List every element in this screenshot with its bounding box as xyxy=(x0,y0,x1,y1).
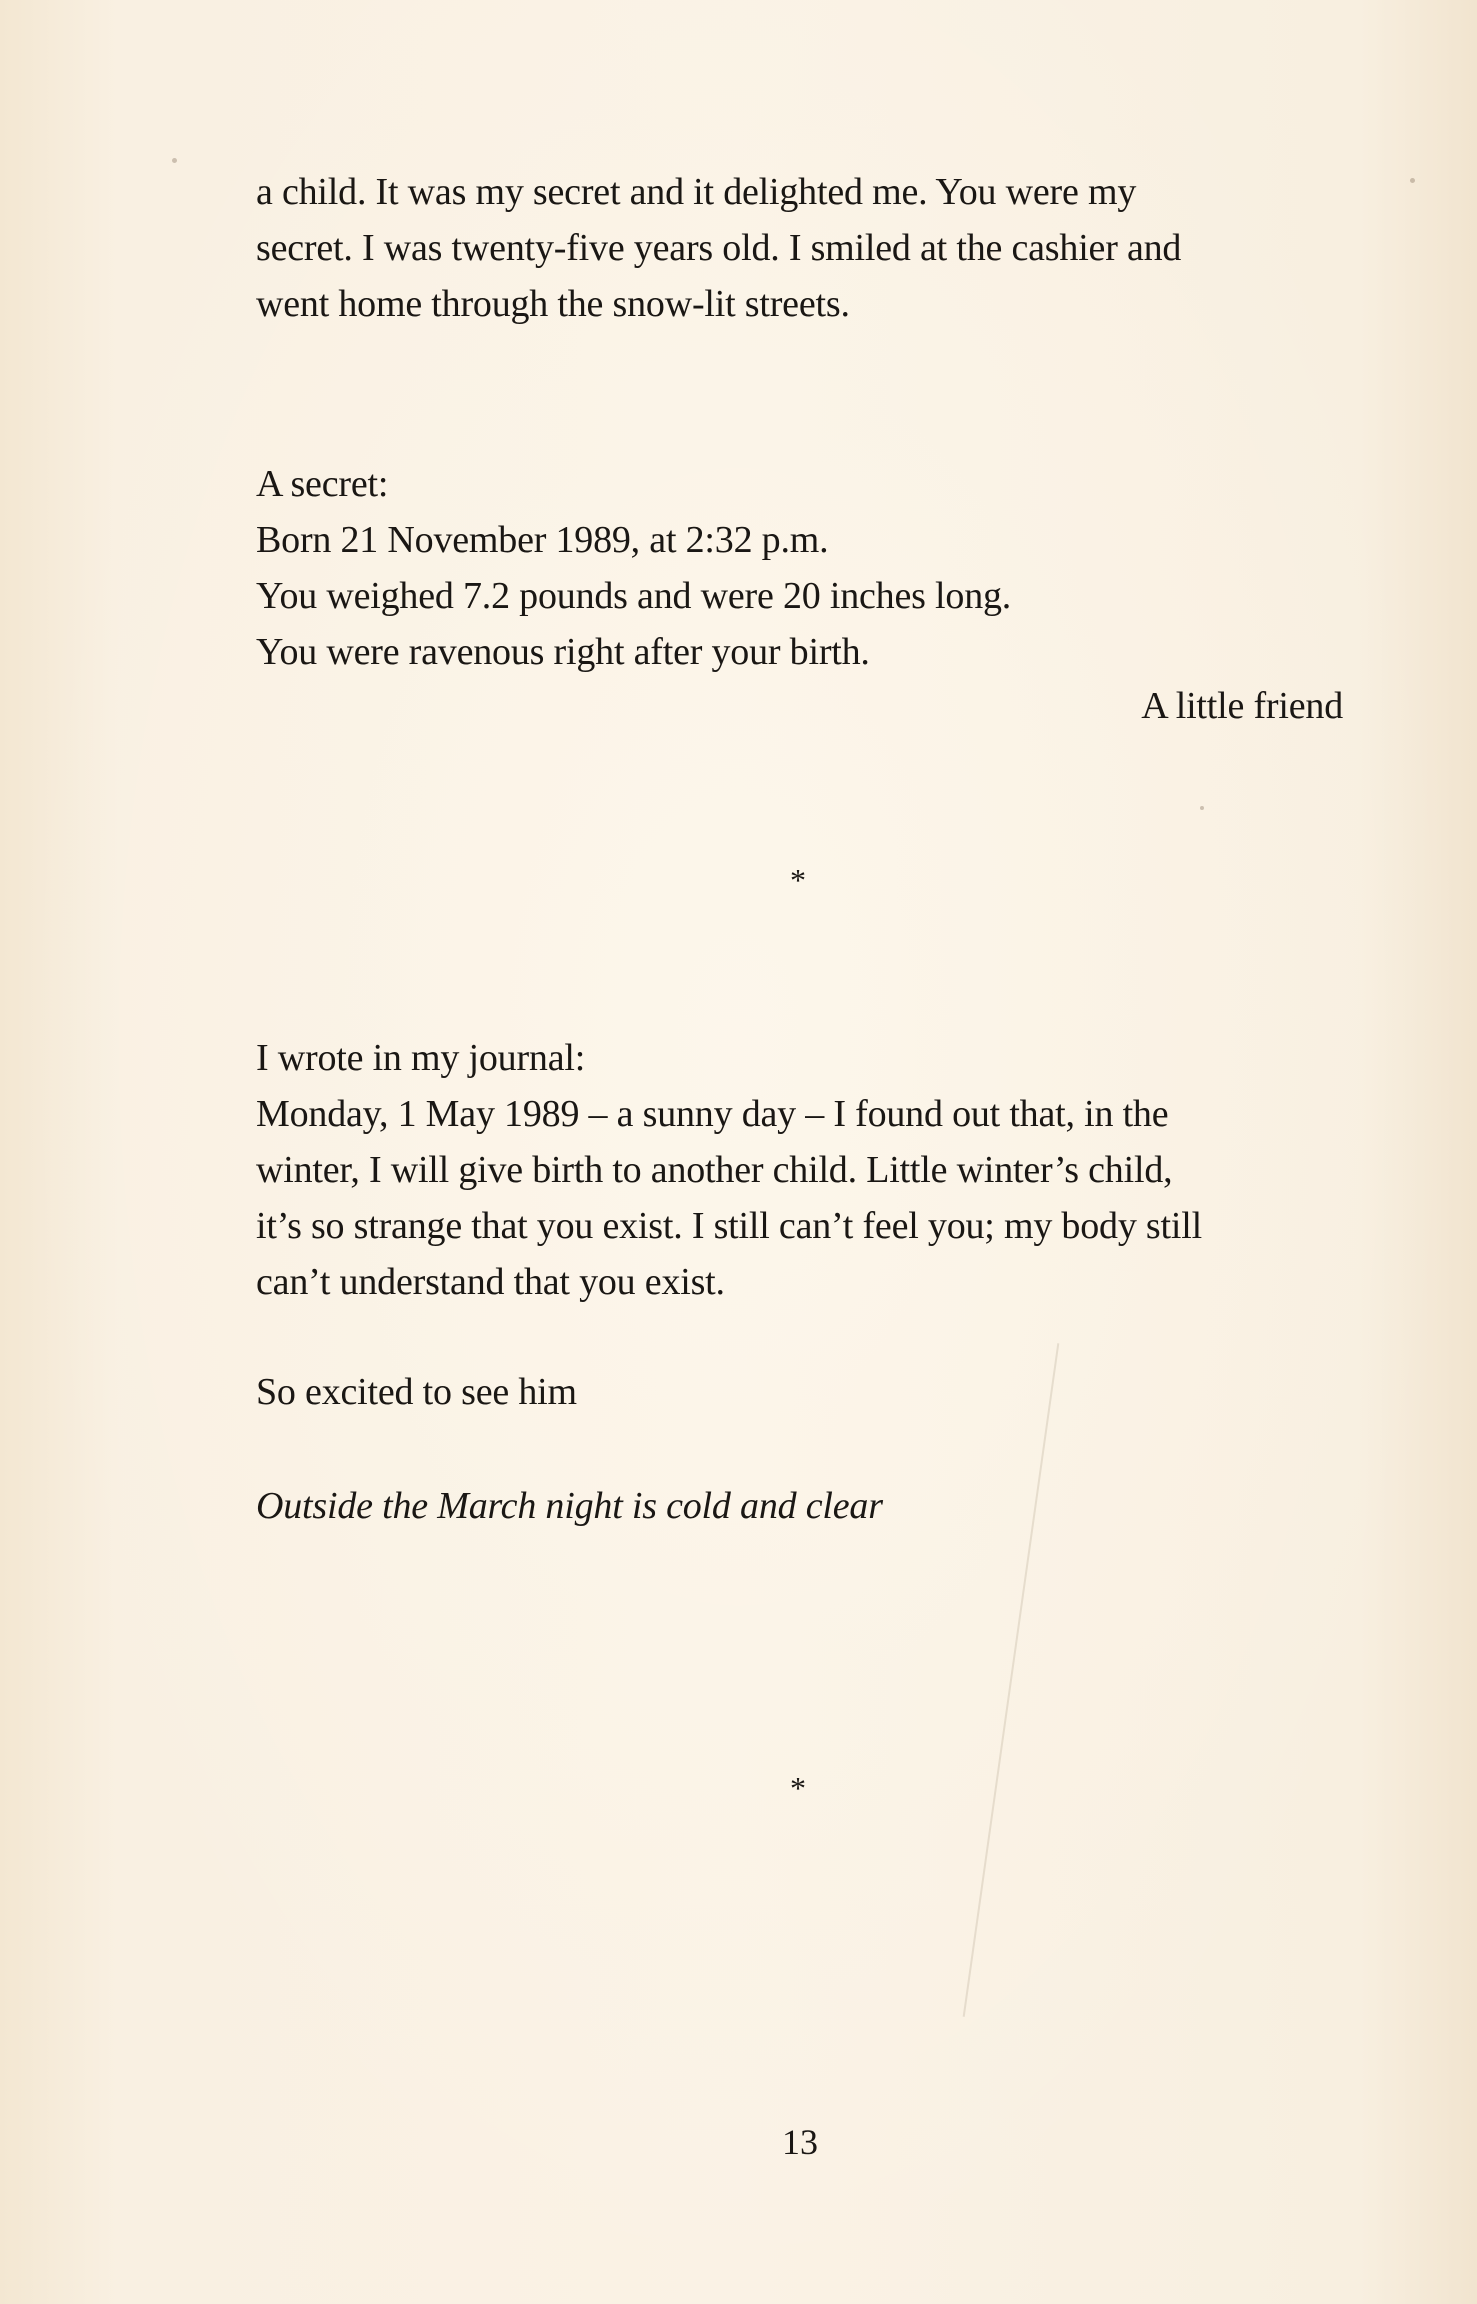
journal-text-line: winter, I will give birth to another child. Little winter’s child, xyxy=(256,1149,1173,1191)
secret-text-line: You weighed 7.2 pounds and were 20 inches long. xyxy=(256,575,1012,617)
section-separator: * xyxy=(790,862,806,898)
body-text-line: went home through the snow-lit streets. xyxy=(256,283,850,325)
journal-text-line: can’t understand that you exist. xyxy=(256,1261,725,1303)
page-number: 13 xyxy=(782,2122,818,2162)
secret-heading: A secret: xyxy=(256,463,389,505)
paper-speck xyxy=(1410,178,1415,183)
secret-text-line: Born 21 November 1989, at 2:32 p.m. xyxy=(256,519,829,561)
body-text-line: secret. I was twenty-five years old. I smiled at the cashier and xyxy=(256,227,1182,269)
section-separator: * xyxy=(790,1770,806,1806)
paper-speck xyxy=(172,158,177,163)
journal-heading: I wrote in my journal: xyxy=(256,1037,586,1079)
paper-speck xyxy=(1200,806,1204,810)
italic-line: Outside the March night is cold and clear xyxy=(256,1485,883,1527)
secret-text-line: You were ravenous right after your birth. xyxy=(256,631,870,673)
body-text-line: a child. It was my secret and it delighted me. You were my xyxy=(256,171,1137,213)
journal-text-line: Monday, 1 May 1989 – a sunny day – I found out that, in the xyxy=(256,1093,1169,1135)
paper-crease xyxy=(963,1343,1060,2017)
journal-text-line: it’s so strange that you exist. I still can’t feel you; my body still xyxy=(256,1205,1202,1247)
excited-line: So excited to see him xyxy=(256,1371,577,1413)
signature: A little friend xyxy=(1141,685,1343,727)
